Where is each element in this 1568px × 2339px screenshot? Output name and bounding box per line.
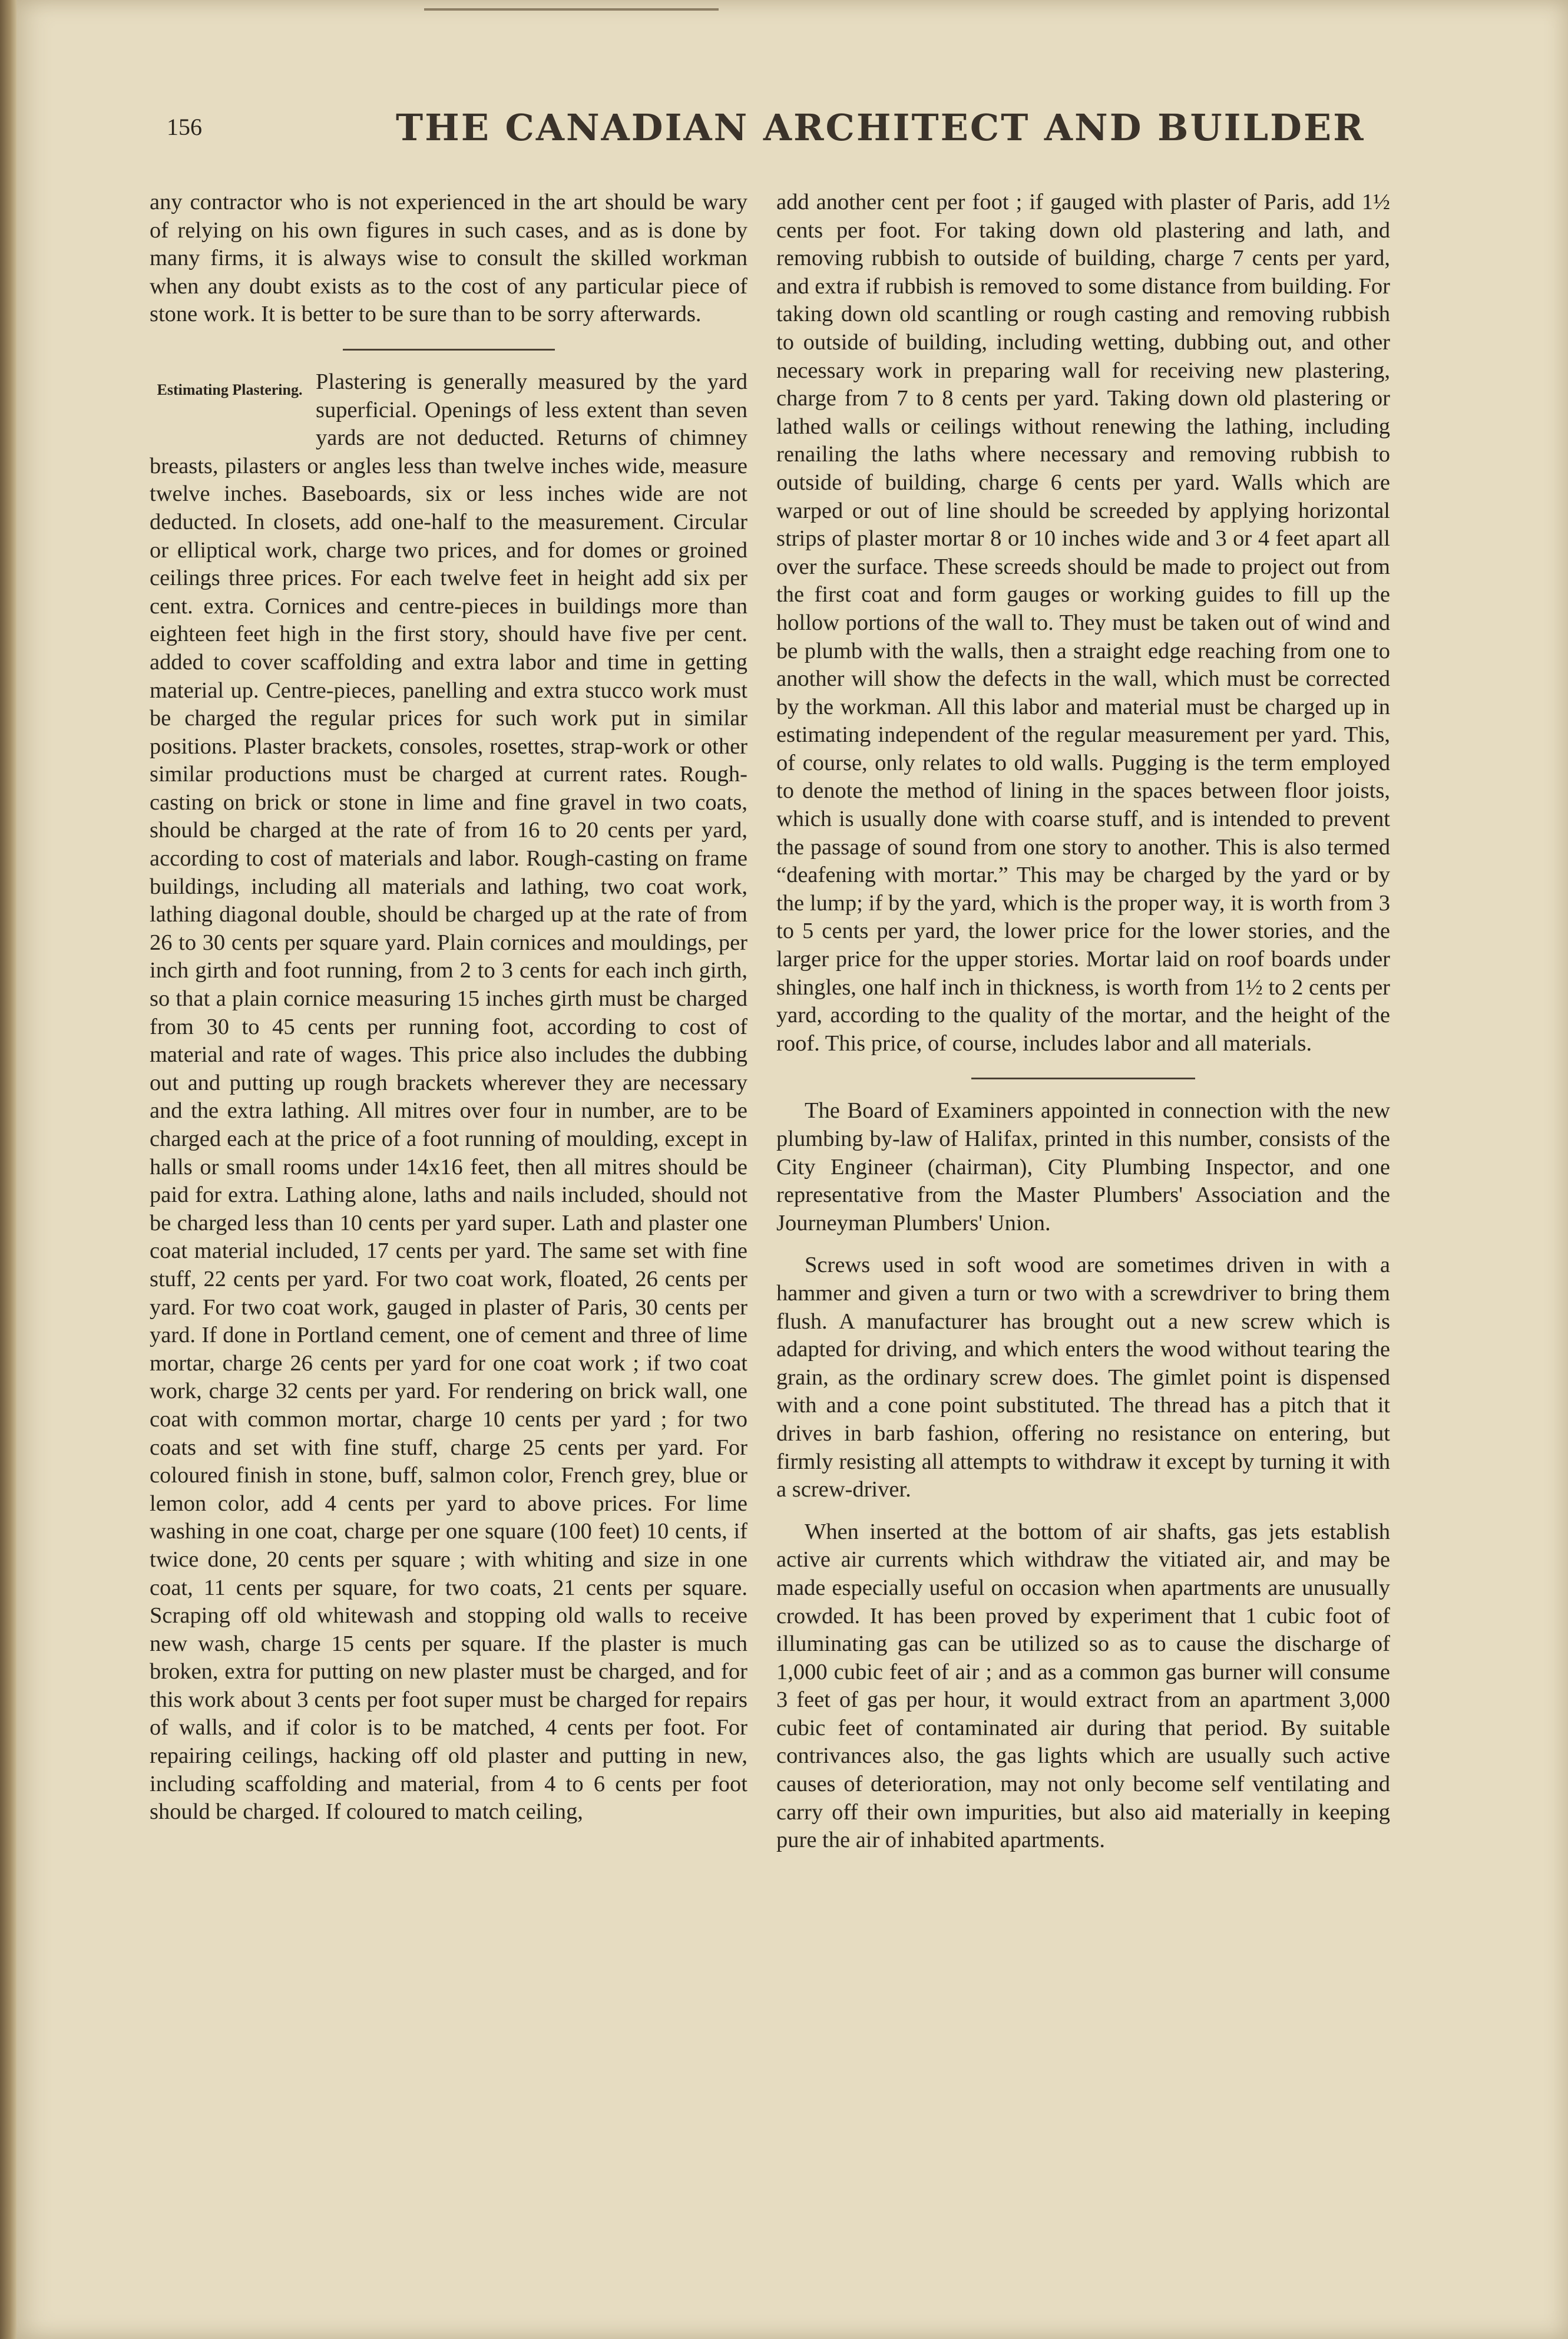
screws-paragraph: Screws used in soft wood are sometimes driven in with a hammer and given a turn or two with a screwdriver to bring them flush. A manufacturer has brought out a new screw which is adapted for driving, and which enters the wood without tearing the grain, as the ordinary screw does. The gimlet point is dispensed with and a cone point substituted. The thread has a pitch that it drives in barb fashion, offering no resistance on entering, but firmly resisting all attempts to withdraw it except by turning it with a screw-driver. <box>776 1253 1390 1502</box>
gas-jets-paragraph: When inserted at the bottom of air shafts, gas jets establish active air currents which withdraw the vitiated air, and may be made especially useful on occasion when apartments are unusually crowded. It has been proved by experiment that 1 cubic foot of illuminating gas can be utilized so as to cause the discharge of 1,000 cubic feet of air ; and as a common gas burner will consume 3 feet of gas per hour, it would extract from an apartment 3,000 cubic feet of contaminated air during that period. By suitable contrivances also, the gas lights which are usually such active causes of deterioration, may not only become self ventilating and carry off their own impurities, but also aid materially in keeping pure the air of inhabited apartments. <box>776 1519 1390 1853</box>
intro-paragraph: any contractor who is not experienced in the art should be wary of relying on his own figures in such cases, and as is done by many firms, it is always wise to consult the skilled workman when any doubt exists as to the cost of any particular piece of stone work. It is better to be sure than to be sorry afterwards. <box>150 190 747 327</box>
page-number: 156 <box>167 114 202 140</box>
running-title: THE CANADIAN ARCHITECT AND BUILDER <box>396 106 1365 149</box>
plastering-paragraph: Plastering is generally measured by the yard superficial. Openings of less extent than seven yards are not deducted. Returns of chimney breasts, pilasters or angles less than twelve inches wide, measure twelve inches. Baseboards, six or less inches wide are not deducted. In closets, add one-half to the measurement. Circular or elliptical work, charge two prices, and for domes or groined ceilings three prices. For each twelve feet in height add six per cent. extra. Cornices and centre-pieces in buildings more than eighteen feet high in the first story, should have five per cent. added to cover scaffolding and extra labor and time in getting material up. Centre-pieces, panelling and extra stucco work must be charged the regular prices for such work put in similar positions. Plaster brackets, consoles, rosettes, strap-work or other similar productions must be charged at current rates. Rough-casting on brick or stone in lime and fine gravel in two coats, should be charged at the rate of from 16 to 20 cents per yard, according to cost of materials and labor. Rough-casting on frame buildings, including all materials and lathing, two coat work, lathing diagonal double, should be charged up at the rate of from 26 to 30 cents per square yard. Plain cornices and mouldings, per inch girth and foot running, from 2 to 3 cents for each inch girth, so that a plain cornice measuring 15 inches girth must be charged from 30 to 45 cents per running foot, according to cost of material and rate of wages. This price also includes the dubbing out and putting up rough brackets wherever they are necessary and the extra lathing. All mitres over four in number, are to be charged each at the price of a foot running of moulding, except in halls or small rooms under 14x16 feet, then all mitres should be paid for extra. Lathing alone, laths and nails included, should not be charged less than 10 cents per yard super. Lath and plaster one coat material included, 17 cents per yard. The same set with fine stuff, 22 cents per yard. For two coat work, floated, 26 cents per yard. For two coat work, gauged in plaster of Paris, 30 cents per yard. If done in Portland cement, one of cement and three of lime mortar, charge 26 cents per yard for one coat work ; if two coat work, charge 32 cents per yard. For rendering on brick wall, one coat with common mortar, charge 10 cents per yard ; for two coats and set with fine stuff, charge 25 cents per yard. For coloured finish in stone, buff, salmon color, French grey, blue or lemon color, add 4 cents per yard to above prices. For lime washing in one coat, charge per one square (100 feet) 10 cents, if twice done, 20 cents per square ; with whiting and size in one coat, 11 cents per square, for two coats, 21 cents per square. Scraping off old whitewash and stopping old walls to receive new wash, charge 15 cents per square. If the plaster is much broken, extra for putting on new plaster must be charged, and for this work about 3 cents per foot super must be charged for repairs of walls, and if color is to be matched, 4 cents per foot. For repairing ceilings, hacking off old plaster and putting in new, including scaffolding and material, from 4 to 6 cents per foot should be charged. If coloured to match ceiling, <box>150 369 747 1825</box>
section-divider <box>343 349 555 351</box>
book-binding-edge <box>0 0 16 2339</box>
section-divider <box>971 1078 1195 1079</box>
side-heading: Estimating Plastering. <box>157 381 303 398</box>
continuation-paragraph: add another cent per foot ; if gauged with plaster of Paris, add 1½ cents per foot. For taking down old plastering and lath, and removing rubbish to outside of building, charge 7 cents per yard, and extra if rubbish is removed to some distance from building. For taking down old scantling or rough casting and removing rubbish to outside of building, including wetting, dubbing out, and other necessary work in preparing wall for receiving new plastering, charge from 7 to 8 cents per yard. Taking down old plastering or lathed walls or ceilings without renewing the lathing, including renailing the laths where necessary and removing rubbish to outside of building, charge 6 cents per yard. Walls which are warped or out of line should be screeded by applying horizontal strips of plaster mortar 8 or 10 inches wide and 3 or 4 feet apart all over the surface. These screeds should be made to project out from the first coat and form gauges or working guides to fill up the hollow portions of the wall to. They must be taken out of wind and be plumb with the walls, then a straight edge reaching from one to another will show the defects in the wall, which must be corrected by the workman. All this labor and material must be charged up in estimating independent of the regular measurement per yard. This, of course, only relates to old walls. Pugging is the term employed to denote the method of lining in the spaces between floor joists, which is usually done with coarse stuff, and is intended to prevent the passage of sound from one story to another. This is also termed “deafening with mortar.” This may be charged by the yard or by the lump; if by the yard, which is the proper way, it is worth from 3 to 5 cents per yard, the lower price for the lower stories, and the larger price for the upper stories. Mortar laid on roof boards under shingles, one half inch in thickness, is worth from 1½ to 2 cents per yard, according to the quality of the mortar, and the height of the roof. This price, of course, includes labor and all materials. <box>776 190 1390 1056</box>
estimating-plastering-section <box>150 368 747 1826</box>
page-header <box>0 106 1568 177</box>
left-column <box>150 189 747 1826</box>
board-of-examiners-paragraph: The Board of Examiners appointed in connection with the new plumbing by-law of Halifax, printed in this number, consists of the City Engineer (chairman), City Plumbing Inspector, and one representative from the Master Plumbers' Association and the Journeyman Plumbers' Union. <box>776 1098 1390 1235</box>
top-edge-rule <box>424 8 719 11</box>
right-column <box>776 189 1390 1855</box>
